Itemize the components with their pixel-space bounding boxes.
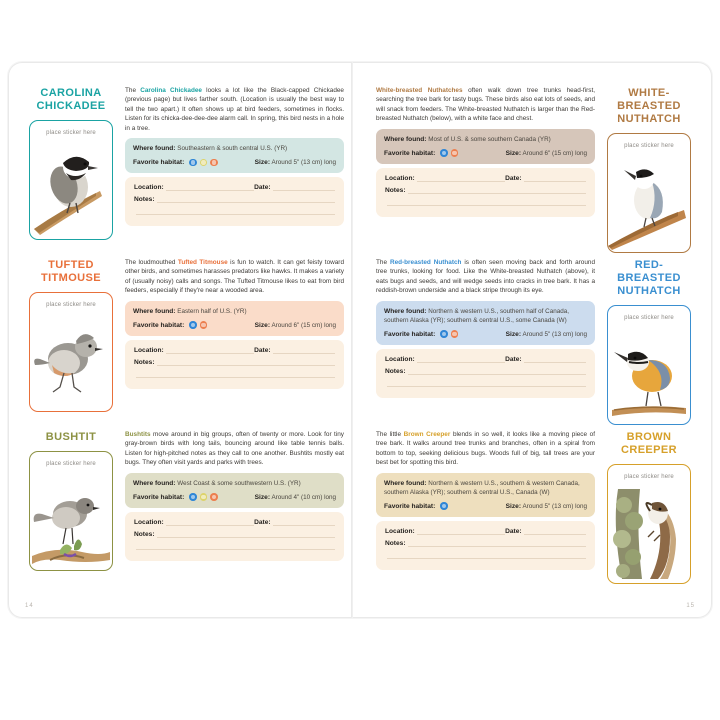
size-label: Size: bbox=[254, 159, 271, 167]
blurb-species-highlight: Red-breasted Nuthatch bbox=[389, 259, 462, 266]
where-found-value: Eastern half of U.S. (YR) bbox=[177, 307, 247, 315]
favorite-habitat-label: Favorite habitat: bbox=[133, 493, 185, 501]
size-value: Around 5" (13 cm) long bbox=[522, 502, 587, 510]
where-found-line bbox=[133, 307, 336, 316]
sticker-prompt-label: place sticker here bbox=[624, 474, 674, 480]
bird-photo-brown-creeper bbox=[608, 485, 690, 581]
date-input-line[interactable] bbox=[524, 527, 586, 535]
blurb-species-highlight: Carolina Chickadee bbox=[140, 87, 202, 94]
notes-row-2 bbox=[134, 207, 335, 215]
where-found-value: Southeastern & south central U.S. (YR) bbox=[177, 145, 288, 153]
size-label: Size: bbox=[505, 149, 522, 157]
favorite-habitat-label: Favorite habitat: bbox=[384, 330, 436, 338]
notes-row bbox=[134, 195, 335, 203]
notes-label: Notes: bbox=[385, 186, 406, 194]
bird-photo-white-breasted-nuthatch bbox=[608, 154, 690, 250]
text-column bbox=[376, 85, 595, 253]
location-input-line[interactable] bbox=[417, 527, 505, 535]
location-date-row bbox=[134, 183, 335, 191]
size-label: Size: bbox=[254, 493, 271, 501]
bird-photo-tufted-titmouse bbox=[30, 313, 112, 409]
notes-row-2 bbox=[385, 198, 586, 206]
blurb-tufted-titmouse bbox=[125, 258, 344, 296]
bird-name-line2: CHICKADEE bbox=[36, 100, 106, 112]
bird-name-tufted-titmouse bbox=[41, 259, 101, 285]
notes-input-line-2[interactable] bbox=[387, 379, 586, 387]
info-box-red-breasted-nuthatch bbox=[376, 301, 595, 345]
sticker-card-red-breasted-nuthatch[interactable] bbox=[607, 305, 691, 425]
bird-name-carolina-chickadee bbox=[37, 87, 106, 113]
habitat-group bbox=[133, 321, 207, 330]
date-label: Date: bbox=[254, 346, 271, 354]
habitat-icon-suburban bbox=[210, 493, 218, 501]
bird-photo-red-breasted-nuthatch bbox=[608, 326, 690, 422]
date-input-line[interactable] bbox=[273, 183, 335, 191]
text-column bbox=[376, 429, 595, 597]
habitat-group bbox=[384, 330, 458, 339]
habitat-size-row bbox=[133, 158, 336, 167]
notes-label: Notes: bbox=[385, 367, 406, 375]
habitat-icon-suburban bbox=[451, 330, 459, 338]
notes-row bbox=[134, 530, 335, 538]
sticker-prompt-label: place sticker here bbox=[46, 461, 96, 467]
blurb-rest: is often seen moving back and forth around tree trunks, looking for food. Like the White-breasted Nuthatch (above), it eats bugs and seeds, and will wedge seeds into cracks in tree bark. It has a reddish-brown underside and a black stripe through its eye. bbox=[376, 259, 595, 295]
bird-photo-carolina-chickadee bbox=[30, 141, 112, 237]
habitat-icon-grassland bbox=[200, 159, 208, 167]
where-found-line bbox=[384, 135, 587, 144]
blurb-carolina-chickadee bbox=[125, 86, 344, 133]
sticker-column bbox=[25, 257, 117, 425]
sticker-prompt-label: place sticker here bbox=[46, 130, 96, 136]
sticker-prompt-label: place sticker here bbox=[624, 315, 674, 321]
date-input-line[interactable] bbox=[524, 174, 586, 182]
text-column bbox=[125, 429, 344, 597]
notes-input-line-1[interactable] bbox=[408, 539, 586, 547]
info-box-white-breasted-nuthatch bbox=[376, 129, 595, 164]
blurb-species-highlight: Brown Creeper bbox=[403, 431, 451, 438]
entry-red-breasted-nuthatch bbox=[376, 257, 695, 425]
bird-name-line1: WHITE-BREASTED bbox=[617, 87, 681, 112]
blurb-lead: The little bbox=[376, 431, 404, 438]
habitat-group bbox=[384, 502, 448, 511]
size-group bbox=[255, 493, 336, 502]
blurb-white-breasted-nuthatch bbox=[376, 86, 595, 124]
entry-white-breasted-nuthatch bbox=[376, 85, 695, 253]
habitat-icon-woodland bbox=[440, 502, 448, 510]
size-group bbox=[506, 330, 587, 339]
bird-name-line2: TITMOUSE bbox=[40, 272, 102, 284]
blurb-bushtit bbox=[125, 430, 344, 468]
page-number-left: 14 bbox=[25, 603, 34, 609]
habitat-size-row bbox=[133, 321, 336, 330]
notes-row bbox=[134, 358, 335, 366]
location-label: Location: bbox=[385, 174, 415, 182]
notes-label: Notes: bbox=[134, 358, 155, 366]
habitat-icon-grassland bbox=[200, 493, 208, 501]
size-group bbox=[506, 502, 587, 511]
notes-label: Notes: bbox=[134, 196, 155, 204]
open-book bbox=[8, 62, 712, 618]
habitat-size-row bbox=[133, 493, 336, 502]
blurb-species-highlight: White-breasted Nuthatches bbox=[376, 87, 463, 94]
location-date-row bbox=[134, 518, 335, 526]
date-label: Date: bbox=[505, 355, 522, 363]
habitat-size-row bbox=[384, 330, 587, 339]
page-left bbox=[8, 62, 360, 618]
blurb-species-highlight: Bushtits bbox=[125, 431, 151, 438]
sticker-column bbox=[25, 85, 117, 253]
notes-input-line-1[interactable] bbox=[408, 367, 586, 375]
where-found-value: Most of U.S. & some southern Canada (YR) bbox=[428, 135, 551, 143]
where-found-line bbox=[384, 307, 587, 325]
where-found-label: Where found: bbox=[133, 145, 176, 153]
location-label: Location: bbox=[134, 184, 164, 192]
date-input-line[interactable] bbox=[524, 355, 586, 363]
size-label: Size: bbox=[254, 321, 271, 329]
location-label: Location: bbox=[134, 518, 164, 526]
bird-name-line2: NUTHATCH bbox=[617, 285, 681, 297]
habitat-icon-suburban bbox=[200, 321, 208, 329]
log-box-carolina-chickadee[interactable] bbox=[125, 177, 344, 226]
bird-name-brown-creeper bbox=[621, 431, 677, 457]
where-found-value: Northern & western U.S., southern & western Canada, southern Alaska (YR); southern & central U.S., Canada (W) bbox=[384, 479, 580, 496]
notes-row-2 bbox=[134, 542, 335, 550]
bird-photo-bushtit bbox=[30, 472, 112, 568]
notes-row bbox=[385, 539, 586, 547]
log-box-white-breasted-nuthatch[interactable] bbox=[376, 168, 595, 217]
notes-input-line-2[interactable] bbox=[136, 370, 335, 378]
blurb-rest: looks a lot like the Black-capped Chickadee (previous page) but lives farther south. (Location is usually the best way to tell the two apart.) It often shows up at bird feeders, sometimes in flocks. Listen for its chicka-dee-dee-dee alarm call. In spring, this bird nests in a hole in a tree. bbox=[125, 87, 344, 132]
bird-name-bushtit bbox=[46, 431, 96, 444]
notes-row-2 bbox=[385, 551, 586, 559]
location-date-row bbox=[385, 527, 586, 535]
size-value: Around 5" (13 cm) long bbox=[522, 330, 587, 338]
favorite-habitat-label: Favorite habitat: bbox=[384, 502, 436, 510]
notes-input-line-1[interactable] bbox=[157, 195, 335, 203]
size-label: Size: bbox=[505, 330, 522, 338]
blurb-red-breasted-nuthatch bbox=[376, 258, 595, 296]
location-input-line[interactable] bbox=[166, 346, 254, 354]
sticker-column bbox=[603, 85, 695, 253]
size-label: Size: bbox=[505, 502, 522, 510]
info-box-brown-creeper bbox=[376, 473, 595, 517]
sticker-card-brown-creeper[interactable] bbox=[607, 464, 691, 584]
where-found-line bbox=[133, 144, 336, 153]
size-group bbox=[255, 321, 336, 330]
size-group bbox=[255, 158, 336, 167]
bird-name-line2: NUTHATCH bbox=[617, 113, 681, 125]
where-found-line bbox=[133, 479, 336, 488]
bird-name-line1: RED-BREASTED bbox=[617, 259, 681, 284]
page-right bbox=[360, 62, 712, 618]
size-value: Around 6" (15 cm) long bbox=[271, 321, 336, 329]
habitat-group bbox=[133, 158, 218, 167]
bird-name-line1: TUFTED bbox=[48, 259, 94, 271]
blurb-rest: is fun to watch. It can get feisty toward other birds, and sometimes harasses predators like hawks. It makes a variety of (usually noisy) calls and songs. The Tufted Titmouse likes to eat from bird feeders, especially if they're near a wooded area. bbox=[125, 259, 344, 295]
notes-row-2 bbox=[134, 370, 335, 378]
date-label: Date: bbox=[254, 518, 271, 526]
where-found-value: West Coast & some southwestern U.S. (YR) bbox=[177, 479, 301, 487]
notes-input-line-1[interactable] bbox=[408, 186, 586, 194]
text-column bbox=[125, 85, 344, 253]
favorite-habitat-label: Favorite habitat: bbox=[133, 159, 185, 167]
entry-brown-creeper bbox=[376, 429, 695, 597]
sticker-column bbox=[603, 257, 695, 425]
blurb-lead: The bbox=[376, 259, 390, 266]
bird-name-line1: BUSHTIT bbox=[45, 431, 97, 443]
book-gutter bbox=[351, 62, 353, 618]
info-box-bushtit bbox=[125, 473, 344, 508]
location-input-line[interactable] bbox=[166, 518, 254, 526]
blurb-rest: blends in so well, it looks like a moving piece of tree bark. It walks around tree trunks and branches, often in a spiral from bottom to top, seeking delicious bugs. Woods full of big, tall trees are your best bet for spotting this bird. bbox=[376, 431, 596, 467]
where-found-line bbox=[384, 479, 587, 497]
entry-carolina-chickadee bbox=[25, 85, 344, 253]
habitat-icon-woodland bbox=[189, 493, 197, 501]
info-box-tufted-titmouse bbox=[125, 301, 344, 336]
sticker-prompt-label: place sticker here bbox=[46, 302, 96, 308]
info-box-carolina-chickadee bbox=[125, 138, 344, 173]
notes-input-line-2[interactable] bbox=[387, 551, 586, 559]
bird-name-line2: CREEPER bbox=[621, 444, 677, 456]
where-found-label: Where found: bbox=[384, 479, 427, 487]
where-found-label: Where found: bbox=[133, 479, 176, 487]
size-value: Around 4" (10 cm) long bbox=[271, 493, 336, 501]
habitat-icon-suburban bbox=[451, 149, 459, 157]
habitat-group bbox=[384, 149, 458, 158]
sticker-card-carolina-chickadee[interactable] bbox=[29, 120, 113, 240]
sticker-card-white-breasted-nuthatch[interactable] bbox=[607, 133, 691, 253]
habitat-size-row bbox=[384, 502, 587, 511]
entry-bushtit bbox=[25, 429, 344, 597]
location-label: Location: bbox=[385, 355, 415, 363]
date-label: Date: bbox=[254, 184, 271, 192]
size-group bbox=[506, 149, 587, 158]
entry-tufted-titmouse bbox=[25, 257, 344, 425]
where-found-label: Where found: bbox=[384, 307, 427, 315]
log-box-brown-creeper[interactable] bbox=[376, 521, 595, 570]
notes-input-line-2[interactable] bbox=[387, 198, 586, 206]
size-value: Around 5" (13 cm) long bbox=[271, 159, 336, 167]
location-date-row bbox=[385, 355, 586, 363]
favorite-habitat-label: Favorite habitat: bbox=[133, 321, 185, 329]
where-found-label: Where found: bbox=[133, 307, 176, 315]
log-box-red-breasted-nuthatch[interactable] bbox=[376, 349, 595, 398]
sticker-column bbox=[603, 429, 695, 597]
log-box-tufted-titmouse[interactable] bbox=[125, 340, 344, 389]
sticker-prompt-label: place sticker here bbox=[624, 143, 674, 149]
notes-input-line-2[interactable] bbox=[136, 207, 335, 215]
notes-input-line-2[interactable] bbox=[136, 542, 335, 550]
notes-label: Notes: bbox=[134, 530, 155, 538]
habitat-group bbox=[133, 493, 218, 502]
bird-name-line1: CAROLINA bbox=[40, 87, 102, 99]
habitat-icon-woodland bbox=[440, 149, 448, 157]
notes-row bbox=[385, 367, 586, 375]
blurb-rest: often walk down tree trunks head-first, searching the tree bark for tasty bugs. These birds also eat lots of seeds, and will snack from feeders. The White-breasted Nuthatch is larger than the Red-breasted Nuthatch (below), with a white face and chest. bbox=[376, 87, 595, 123]
blurb-lead: The bbox=[125, 87, 141, 94]
sticker-card-tufted-titmouse[interactable] bbox=[29, 292, 113, 412]
location-date-row bbox=[134, 346, 335, 354]
location-input-line[interactable] bbox=[417, 355, 505, 363]
page-number-right: 15 bbox=[686, 603, 695, 609]
habitat-icon-suburban bbox=[210, 159, 218, 167]
log-box-bushtit[interactable] bbox=[125, 512, 344, 561]
date-label: Date: bbox=[505, 174, 522, 182]
bird-name-line1: BROWN bbox=[626, 431, 672, 443]
size-value: Around 6" (15 cm) long bbox=[522, 149, 587, 157]
notes-row-2 bbox=[385, 379, 586, 387]
location-input-line[interactable] bbox=[417, 174, 505, 182]
date-input-line[interactable] bbox=[273, 346, 335, 354]
habitat-icon-woodland bbox=[189, 321, 197, 329]
where-found-label: Where found: bbox=[384, 135, 427, 143]
notes-label: Notes: bbox=[385, 539, 406, 547]
habitat-icon-woodland bbox=[189, 159, 197, 167]
notes-row bbox=[385, 186, 586, 194]
habitat-icon-woodland bbox=[440, 330, 448, 338]
sticker-column bbox=[25, 429, 117, 597]
notes-input-line-1[interactable] bbox=[157, 530, 335, 538]
date-input-line[interactable] bbox=[273, 518, 335, 526]
notes-input-line-1[interactable] bbox=[157, 358, 335, 366]
text-column bbox=[125, 257, 344, 425]
blurb-lead: The loudmouthed bbox=[125, 259, 178, 266]
bird-name-white-breasted-nuthatch bbox=[603, 87, 695, 126]
sticker-card-bushtit[interactable] bbox=[29, 451, 113, 571]
favorite-habitat-label: Favorite habitat: bbox=[384, 149, 436, 157]
blurb-brown-creeper bbox=[376, 430, 595, 468]
date-label: Date: bbox=[505, 527, 522, 535]
bird-name-red-breasted-nuthatch bbox=[603, 259, 695, 298]
location-date-row bbox=[385, 174, 586, 182]
location-input-line[interactable] bbox=[166, 183, 254, 191]
blurb-species-highlight: Tufted Titmouse bbox=[177, 259, 228, 266]
location-label: Location: bbox=[385, 527, 415, 535]
location-label: Location: bbox=[134, 346, 164, 354]
text-column bbox=[376, 257, 595, 425]
habitat-size-row bbox=[384, 149, 587, 158]
blurb-rest: move around in big groups, often of twenty or more. Look for tiny gray-brown birds with long tails, bouncing around like table tennis balls. Listen for high-pitched notes as they call to one another. Bushtits mostly eat bugs. They often visit yards and parks with trees. bbox=[125, 431, 344, 467]
where-found-value: Northern & western U.S., southern half of Canada, southern Alaska (YR); southern & central U.S., some Canada (W) bbox=[384, 307, 569, 324]
